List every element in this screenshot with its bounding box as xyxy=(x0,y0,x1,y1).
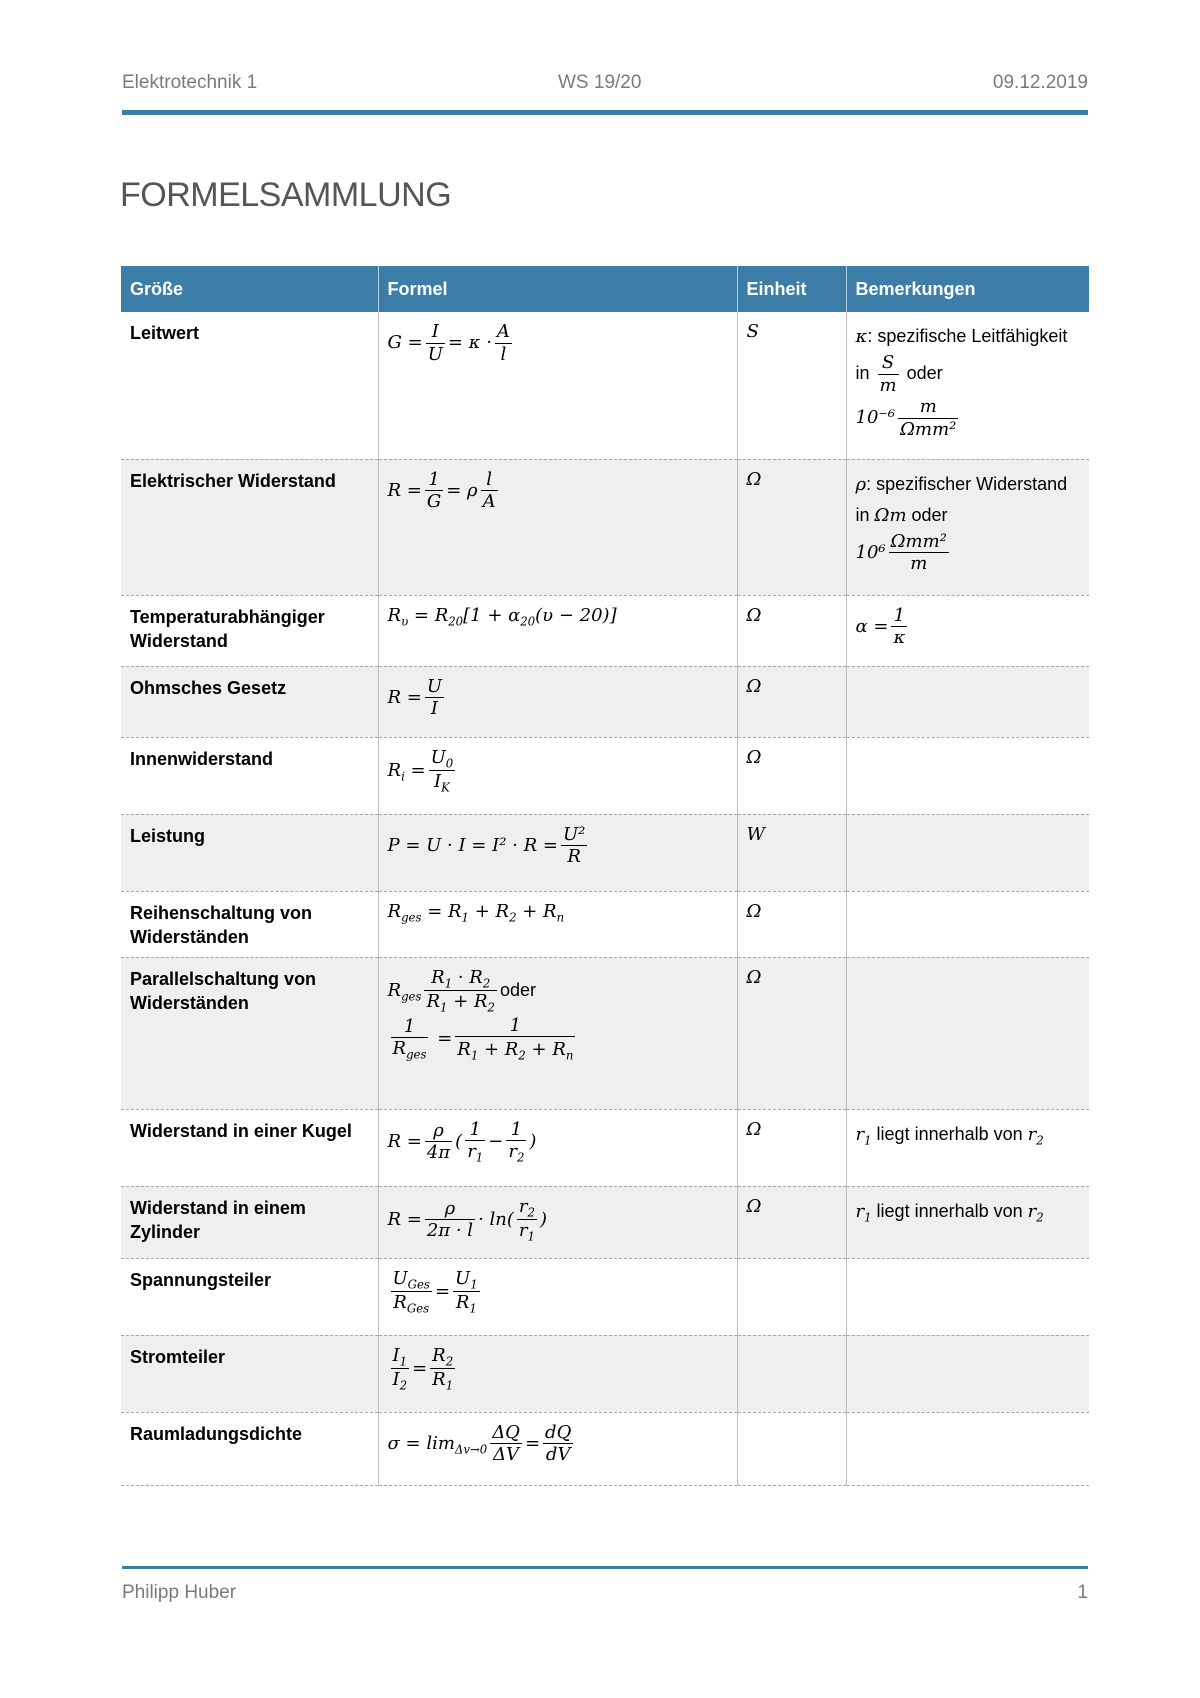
row-quantity: Spannungsteiler xyxy=(121,1258,378,1335)
row-unit: Ω xyxy=(737,1109,846,1186)
row-unit xyxy=(737,1412,846,1485)
row-formula: R = $\frac{U}{I}$ xyxy=(378,666,737,737)
row-remark xyxy=(846,957,1089,1109)
header-course: Elektrotechnik 1 xyxy=(122,72,258,93)
row-remark: ρ: spezifischer Widerstand in Ωm oder 10⁶ Ωmm² m xyxy=(846,459,1089,595)
row-quantity: Ohmsches Gesetz xyxy=(121,666,378,737)
row-unit: Ω xyxy=(737,737,846,814)
row-remark: κ: spezifische Leitfähigkeit in $\frac{S}{m}$ oder 10⁻⁶ m Ωmm² xyxy=(846,312,1089,459)
table-row xyxy=(121,814,1089,891)
row-formula: $R_{ges} = R_1 + R_2 + R_n$ xyxy=(378,891,737,957)
row-remark xyxy=(846,1412,1089,1485)
table-row xyxy=(121,1412,1089,1485)
row-quantity: Parallelschaltung von Widerständen xyxy=(121,957,378,1109)
row-quantity: Raumladungsdichte xyxy=(121,1412,378,1485)
row-quantity: Stromteiler xyxy=(121,1335,378,1412)
row-remark: $r_1$ liegt innerhalb von $r_2$ xyxy=(846,1109,1089,1186)
table-header-row xyxy=(121,266,1089,312)
row-unit: Ω xyxy=(737,1186,846,1258)
footer-rule xyxy=(122,1566,1088,1569)
row-unit: S xyxy=(737,312,846,459)
table-row xyxy=(121,1258,1089,1335)
row-formula: R = $\frac{1}{G}$ = ρ $\frac{l}{A}$ xyxy=(378,459,737,595)
row-formula: G = $\frac{I}{U}$ = κ · $\frac{A}{l}$ xyxy=(378,312,737,459)
row-quantity: Widerstand in einem Zylinder xyxy=(121,1186,378,1258)
row-formula: $R_{ges}$ $\frac{R_1 \cdot R_2}{R_1 + R_2}$ oder 1 $R_{ges}$ = $\frac{1}{R_1 + R_2 + R_n}$ xyxy=(378,957,737,1109)
footer-author: Philipp Huber xyxy=(122,1582,237,1603)
row-remark: α = $\frac{1}{\kappa}$ xyxy=(846,595,1089,666)
row-formula: R = $\frac{\rho}{4\pi}$ ( $\frac{1}{r_1}$ − $\frac{1}{r_2}$ ) xyxy=(378,1109,737,1186)
table-row xyxy=(121,737,1089,814)
row-quantity: Leitwert xyxy=(121,312,378,459)
table-row xyxy=(121,459,1089,595)
header-semester: WS 19/20 xyxy=(558,72,642,93)
row-remark xyxy=(846,814,1089,891)
column-header-quantity: Größe xyxy=(121,266,378,312)
table-row xyxy=(121,666,1089,737)
row-formula: $\sigma = \lim_{\Delta v\to 0}$ $\frac{\Delta Q}{\Delta V}$ = $\frac{dQ}{dV}$ xyxy=(378,1412,737,1485)
row-remark xyxy=(846,1335,1089,1412)
row-unit: W xyxy=(737,814,846,891)
row-quantity: Elektrischer Widerstand xyxy=(121,459,378,595)
row-unit xyxy=(737,1335,846,1412)
row-formula: $R_i$ = $\frac{U_0}{I_K}$ xyxy=(378,737,737,814)
table-row xyxy=(121,312,1089,459)
page-title: FORMELSAMMLUNG xyxy=(120,176,452,214)
page-footer xyxy=(122,1582,1088,1604)
row-unit: Ω xyxy=(737,666,846,737)
row-unit: Ω xyxy=(737,957,846,1109)
header-rule xyxy=(122,110,1088,115)
header-date: 09.12.2019 xyxy=(992,72,1088,93)
row-remark: $r_1$ liegt innerhalb von $r_2$ xyxy=(846,1186,1089,1258)
row-unit: Ω xyxy=(737,459,846,595)
row-formula: R = $\frac{\rho}{2\pi \cdot l}$ · ln( $\frac{r_2}{r_1}$ ) xyxy=(378,1186,737,1258)
row-formula: $R_\upsilon = R_{20}[1 + \alpha_{20}(\upsilon - 20)]$ xyxy=(378,595,737,666)
row-quantity: Leistung xyxy=(121,814,378,891)
row-quantity: Widerstand in einer Kugel xyxy=(121,1109,378,1186)
table-row xyxy=(121,595,1089,666)
table-row xyxy=(121,1335,1089,1412)
row-unit: Ω xyxy=(737,595,846,666)
column-header-unit: Einheit xyxy=(737,266,846,312)
row-quantity: Temperaturabhängiger Widerstand xyxy=(121,595,378,666)
table-row xyxy=(121,891,1089,957)
page-number: 1 xyxy=(1077,1582,1088,1603)
row-remark xyxy=(846,891,1089,957)
page-header xyxy=(122,72,1088,96)
row-quantity: Reihenschaltung von Widerständen xyxy=(121,891,378,957)
table-row xyxy=(121,1186,1089,1258)
table-row xyxy=(121,1109,1089,1186)
row-unit xyxy=(737,1258,846,1335)
row-remark xyxy=(846,1258,1089,1335)
row-formula: $U_{Ges}$ $R_{Ges}$ = $\frac{U_1}{R_1}$ xyxy=(378,1258,737,1335)
row-unit: Ω xyxy=(737,891,846,957)
row-formula: $\frac{I_1}{I_2}$ = $\frac{R_2}{R_1}$ xyxy=(378,1335,737,1412)
table-row xyxy=(121,957,1089,1109)
column-header-formula: Formel xyxy=(378,266,737,312)
row-formula: P = U · I = I² · R = $\frac{\text{U²}}{R}$ xyxy=(378,814,737,891)
row-remark xyxy=(846,666,1089,737)
row-remark xyxy=(846,737,1089,814)
formula-table xyxy=(121,266,1089,1486)
column-header-remarks: Bemerkungen xyxy=(846,266,1089,312)
row-quantity: Innenwiderstand xyxy=(121,737,378,814)
